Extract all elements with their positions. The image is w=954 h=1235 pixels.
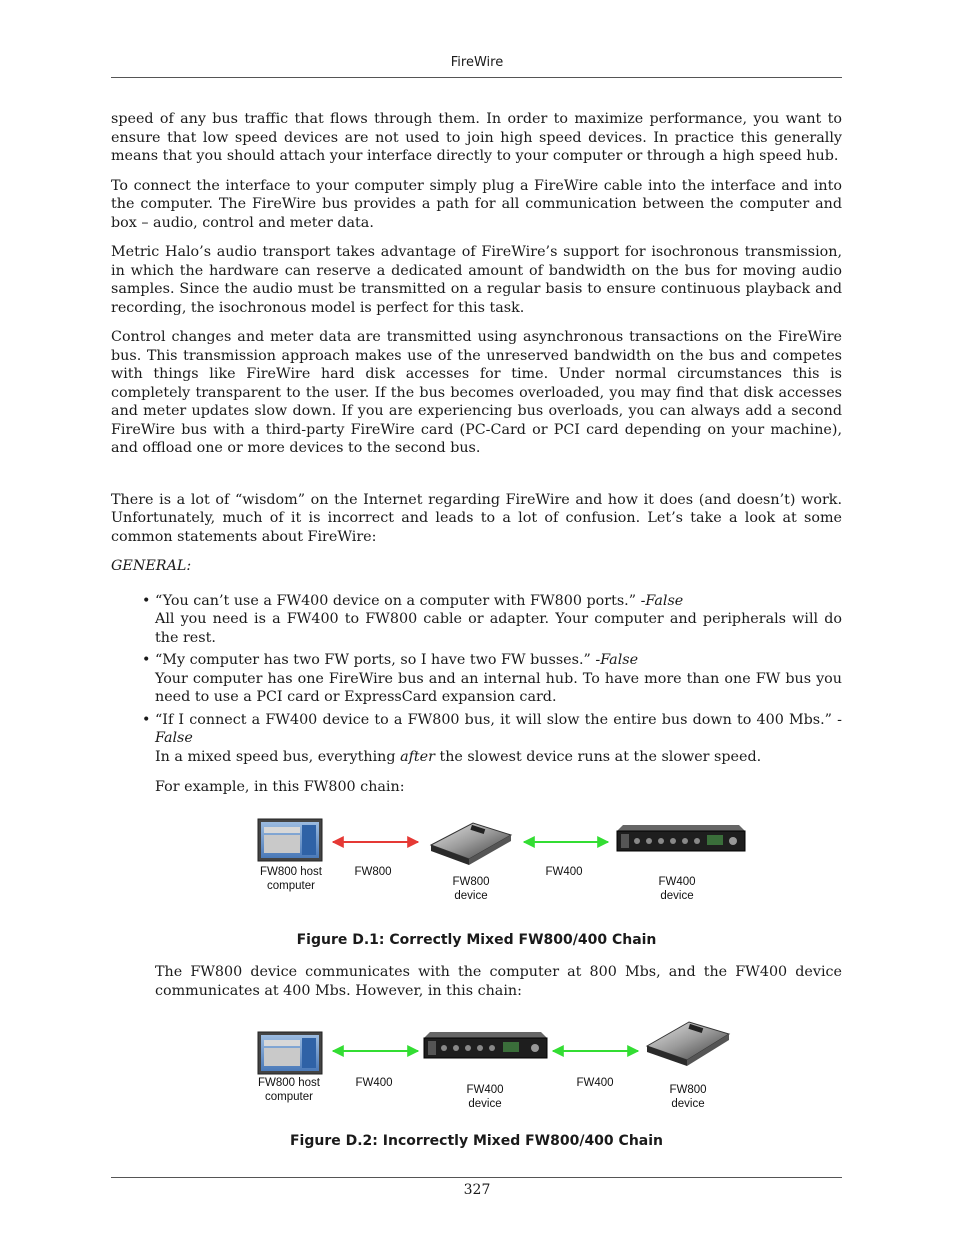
device2-label-line2: device [671,1098,705,1110]
detail-text: All you need is a FW400 to FW800 cable or adapter. Your computer and peripherals will do the rest. [155,611,842,646]
figure-d1 [111,815,842,925]
host-label [249,1076,329,1104]
fw800-device-icon [431,823,511,865]
device2-label [647,875,707,903]
myth-list [111,592,842,767]
fw400-device-icon [617,825,745,851]
host-label-line2: computer [265,1091,313,1103]
verdict-text: -False [595,652,639,668]
paragraph: speed of any bus traffic that flows through them. In order to maximize performance, you want to ensure that low speed devices are not used to join high speed devices. In practice this generally means that you should attach your interface directly to your computer or through a high speed hub. [111,111,842,164]
list-item [155,651,842,707]
device1-label-line2: device [468,1098,502,1110]
paragraph: Control changes and meter data are transmitted using asynchronous transactions on the FireWire bus. This transmission approach makes use of the unreserved bandwidth on the bus and competes with things like FireWire hard disk accesses for time. Under normal circumstances this is completely transparent to the user. If the bus becomes overloaded, you may find that disk accesses and meter updates slow down. If you are experiencing bus overloads, you can always add a second FireWire bus with a third-party FireWire card (PC-Card or PCI card depending on your machine), and offload one or more devices to the second bus. [111,329,842,456]
host-label [251,865,331,893]
host-label-line2: computer [267,879,315,892]
device2-label-line2: device [660,889,694,902]
device1-label [441,875,501,903]
claim-text: “You can’t use a FW400 device on a computer with FW800 ports.” [155,592,641,609]
verdict-text: -False [155,711,842,746]
detail-part: the slowest device runs at the slower speed. [434,748,762,765]
header-rule [111,77,842,78]
device2-label-line1: FW400 [658,875,696,888]
footer-rule [111,1177,842,1178]
link2-label: FW400 [545,865,583,878]
figure-d2 [111,1014,842,1126]
detail-emphasis: after [400,748,435,765]
link1-label: FW800 [354,865,392,878]
device2-label-line1: FW800 [669,1084,707,1096]
host-label-line1: FW800 host [260,865,322,878]
list-item [155,711,842,767]
device1-label-line2: device [454,889,488,902]
fw400-device-icon [424,1032,547,1058]
device1-label [455,1083,515,1111]
host-computer-icon [258,1032,322,1074]
paragraph: Metric Halo’s audio transport takes advantage of FireWire’s support for isochronous transmission, in which the hardware can reserve a dedicated amount of bandwidth on the bus for moving audio samples. Since the audio must be transmitted on a regular basis to ensure continuous playback and recording, the isochronous model is perfect for this task. [111,244,842,316]
claim-text: “If I connect a FW400 device to a FW800 bus, it will slow the entire bus down to 400 Mbs.” [155,711,838,728]
paragraph: There is a lot of “wisdom” on the Internet regarding FireWire and how it does (and doesn’t) work. Unfortunately, much of it is incorrect and leads to a lot of confusion. Let’s take a look at some common statements about FireWire: [111,491,842,545]
detail-part: In a mixed speed bus, everything [155,748,401,765]
page-body [111,110,842,1165]
detail-text [155,748,842,767]
paragraph: The FW800 device communicates with the computer at 800 Mbs, and the FW400 device communicates at 400 Mbs. However, in this chain: [155,964,842,999]
paragraph: To connect the interface to your computer simply plug a FireWire cable into the interface and into the computer. The FireWire bus provides a path for all communication between the computer and box – audio, control and meter data. [111,177,842,231]
device2-label [658,1083,718,1111]
device1-label-line1: FW400 [466,1084,504,1096]
detail-text: Your computer has one FireWire bus and an internal hub. To have more than one FW bus you need to use a PCI card or ExpressCard expansion card. [155,670,842,705]
list-item [155,592,842,648]
verdict-text: -False [640,592,684,609]
host-label-line1: FW800 host [258,1077,320,1089]
host-computer-icon [258,819,322,861]
running-header: FireWire [450,55,504,70]
figure-d1-diagram [111,815,842,925]
device1-label-line1: FW800 [452,875,490,888]
link2-label: FW400 [576,1077,614,1089]
page-number: 327 [463,1182,491,1198]
link1-label: FW400 [355,1077,393,1089]
section-label: GENERAL: [111,558,192,574]
figure-d2-caption: Figure D.2: Incorrectly Mixed FW800/400 Chain [289,1133,663,1149]
fw800-device-icon [647,1022,729,1066]
figure-d1-caption: Figure D.1: Correctly Mixed FW800/400 Chain [296,931,657,948]
paragraph: For example, in this FW800 chain: [155,779,405,795]
claim-text: “My computer has two FW ports, so I have two FW busses.” [155,652,596,668]
